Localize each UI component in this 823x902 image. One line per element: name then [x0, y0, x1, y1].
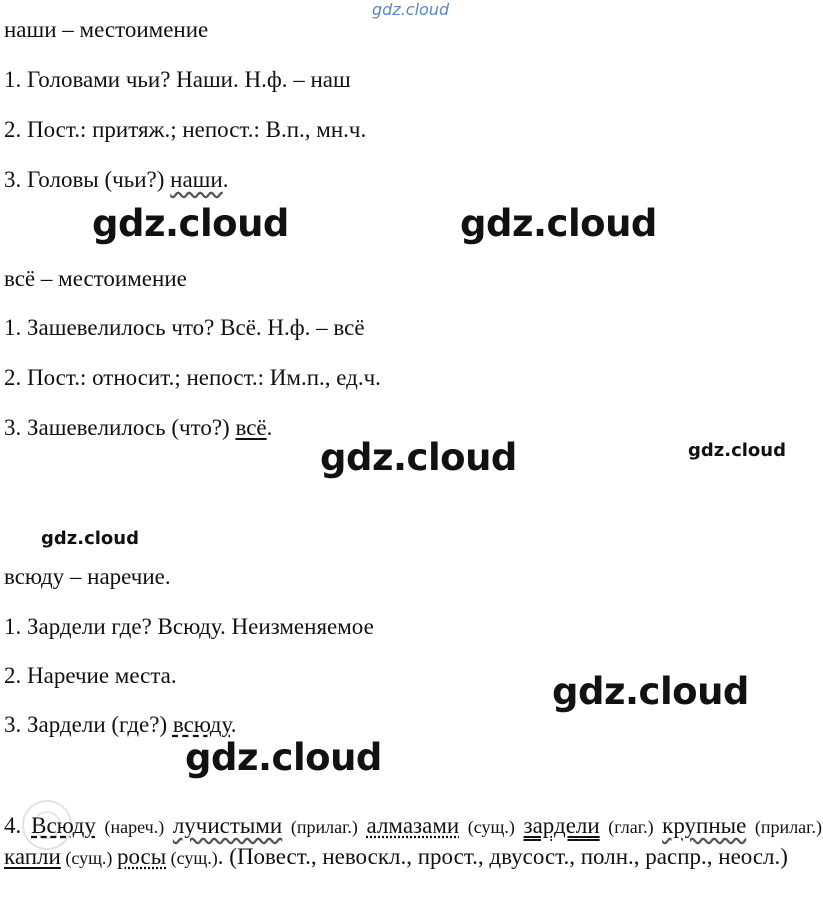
section2-line2: 2. Пост.: относит.; непост.: Им.п., ед.ч. — [4, 365, 381, 390]
section4-note: (сущ.) — [166, 848, 218, 868]
section4-word: крупные — [662, 813, 747, 838]
section4-number: 4. — [4, 813, 32, 838]
watermark-top: gdz.cloud — [372, 0, 450, 19]
section3-line3-suffix: . — [230, 712, 237, 737]
section4-word: Всюду — [31, 813, 96, 838]
section4-note: (нареч.) — [95, 817, 173, 837]
watermark: gdz.cloud — [552, 670, 749, 713]
section1-line3-suffix: . — [222, 167, 229, 192]
watermark: gdz.cloud — [688, 440, 786, 461]
section4-word: росы — [116, 844, 167, 869]
section2-line3-prefix: 3. Зашевелилось (что?) — [4, 415, 236, 440]
section4-note: (глаг.) — [599, 817, 663, 837]
watermark: gdz.cloud — [460, 202, 657, 245]
section2-heading: всё – местоимение — [4, 266, 187, 291]
section4-word: капли — [4, 844, 61, 869]
section4-paragraph — [4, 811, 822, 873]
section3-line3-prefix: 3. Зардели (где?) — [4, 712, 173, 737]
section4-word: зардели — [523, 813, 600, 838]
section3-heading: всюду – наречие. — [4, 564, 171, 589]
section2-underlined-word: всё — [235, 415, 267, 440]
section2-line3-suffix: . — [266, 415, 273, 440]
section1-line1: 1. Головами чьи? Наши. Н.ф. – наш — [4, 67, 351, 92]
section1-line2: 2. Пост.: притяж.; непост.: В.п., мн.ч. — [4, 117, 367, 142]
section3-line2: 2. Наречие места. — [4, 663, 177, 688]
section1-line3 — [4, 166, 228, 194]
section3-underlined-word: всюду — [172, 712, 231, 737]
section1-line3-prefix: 3. Головы (чьи?) — [4, 167, 171, 192]
watermark: gdz.cloud — [185, 736, 382, 779]
section4-word: лучистыми — [172, 813, 283, 838]
section3-line3 — [4, 711, 236, 739]
watermark: gdz.cloud — [41, 528, 139, 549]
section4-note: (сущ.) — [60, 848, 117, 868]
section4-word: алмазами — [366, 813, 460, 838]
watermark: gdz.cloud — [320, 436, 517, 479]
section2-line1: 1. Зашевелилось что? Всё. Н.ф. – всё — [4, 315, 365, 340]
section1-heading: наши – местоимение — [4, 17, 209, 42]
section4-tail: . (Повест., невоскл., прост., двусост., полн., распр., неосл.) — [217, 844, 788, 869]
watermark: gdz.cloud — [92, 202, 289, 245]
section3-line1: 1. Зардели где? Всюду. Неизменяемое — [4, 614, 374, 639]
section4-note: (прилаг.) — [746, 817, 823, 837]
section1-underlined-word: наши — [170, 167, 223, 192]
section4-note: (сущ.) — [459, 817, 524, 837]
section2-line3 — [4, 414, 272, 442]
section4-note: (прилаг.) — [282, 817, 367, 837]
